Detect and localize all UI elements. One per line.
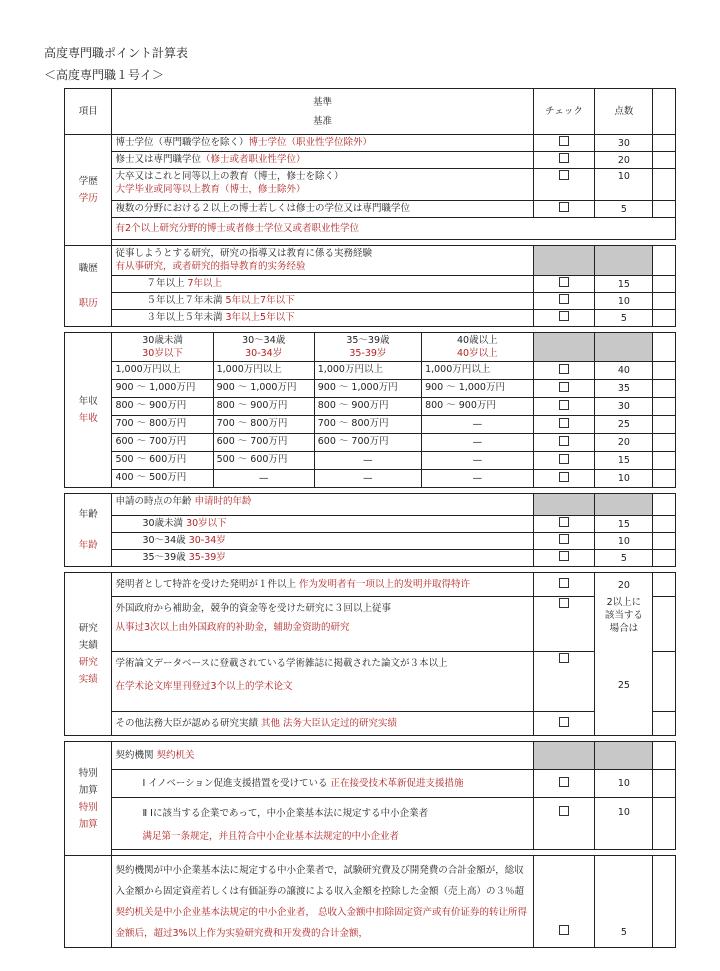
page-subtitle: ＜高度専門職１号イ＞ (44, 68, 165, 82)
table-row: 35～39歳 35-39岁 5 (65, 550, 676, 567)
table-row: その他法務大臣が認める研究実績 其他 法务大臣认定过的研究实绩 (65, 712, 676, 736)
header-criteria (112, 89, 533, 135)
table-row: 30～34歳 30-34岁 10 (65, 533, 676, 550)
checkbox[interactable] (559, 136, 569, 146)
checkbox[interactable] (559, 170, 569, 180)
special-label: 特別 加算 特别 加算 (65, 742, 112, 856)
table-row: 外国政府から補助金，競争的資金等を受けた研究に３回以上従事 从事过3次以上由外国政府的补助金，辅助金资助的研究 (65, 597, 676, 652)
income-label: 年収 年收 (65, 333, 112, 488)
checkbox[interactable] (559, 777, 569, 787)
table-row: Ⅱ Ⅰに該当する企業であって，中小企業基本法に規定する中小企業者 满足第一条规定，并且符合中小企业基本法规定的中小企业者 10 (65, 798, 676, 850)
table-row: 30歳未満 30岁以下 15 (65, 516, 676, 533)
header-row (65, 89, 676, 135)
table-row: 年齢 年龄 申請の時点の年齢 申请时的年龄 (65, 494, 676, 516)
table-row: ５年以上７年未満 5年以上7年以下 10 (65, 293, 676, 310)
checkbox[interactable] (559, 364, 569, 374)
age-label: 年齢 年龄 (65, 494, 112, 567)
checkbox[interactable] (559, 534, 569, 544)
checkbox[interactable] (559, 454, 569, 464)
table-row: 修士又は専門職学位（修士或者职业性学位） 20 (65, 152, 676, 169)
header-check: チェック (533, 89, 595, 135)
checkbox[interactable] (559, 517, 569, 527)
table-row: 500 ～ 600万円 500 ～ 600万円 — — 15 (65, 452, 676, 470)
checkbox[interactable] (559, 294, 569, 304)
table-row: 学術論文データベースに登載されている学術雑誌に掲載された論文が３本以上 在学术论文库里刊登过3个以上的学术论文 (65, 652, 676, 712)
education-label: 学歴 学历 (65, 135, 112, 246)
table-row: 800 ～ 900万円 800 ～ 900万円 800 ～ 900万円 800 ～ 900万円 30 (65, 398, 676, 416)
checkbox[interactable] (559, 578, 569, 588)
checkbox[interactable] (559, 653, 569, 663)
table-row: 600 ～ 700万円 600 ～ 700万円 600 ～ 700万円 — 20 (65, 434, 676, 452)
header-points: 点数 (595, 89, 653, 135)
header-criteria-cn: 基准 (313, 115, 333, 127)
table-row: 大卒又はこれと同等以上の教育（博士，修士を除く）大学毕业或同等以上教育（博士，修士除外） 10 (65, 169, 676, 201)
table-row: Ⅰ イノベーション促進支援措置を受けている 正在接受技术革新促进支援措施 10 (65, 770, 676, 798)
table-row: 900 ～ 1,000万円 900 ～ 1,000万円 900 ～ 1,000万円 900 ～ 1,000万円 35 (65, 380, 676, 398)
checkbox[interactable] (559, 598, 569, 608)
checkbox[interactable] (559, 202, 569, 212)
table-row: 複数の分野における２以上の博士若しくは修士の学位又は専門職学位 5 (65, 201, 676, 218)
header-item: 項目 (65, 89, 112, 135)
research-points: 20 2以上に 該当する 場合は 25 (595, 573, 653, 736)
table-row: 有2个以上研究分野的博士或者修士学位又或者职业性学位 (65, 218, 676, 240)
page-title: 高度専門職ポイント計算表 (44, 46, 189, 60)
career-label: 職歴 职历 (65, 246, 112, 327)
table-row: ７年以上 7年以上 15 (65, 276, 676, 293)
header-criteria-jp: 基準 (313, 96, 333, 108)
checkbox[interactable] (559, 472, 569, 482)
checkbox[interactable] (559, 418, 569, 428)
table-row: 研究 実績 研究 实绩 発明者として特許を受けた発明が１件以上 作为发明者有一项以上的发明并取得特许 20 2以上に 該当する 場合は 25 (65, 573, 676, 597)
table-row: 700 ～ 800万円 700 ～ 800万円 700 ～ 800万円 — 25 (65, 416, 676, 434)
checkbox[interactable] (559, 153, 569, 163)
table-row: ３年以上５年未満 3年以上5年以下 5 (65, 310, 676, 327)
checkbox[interactable] (559, 717, 569, 727)
table-row: 年収 年收 30歳未満 30岁以下 30～34歳 30-34岁 35～39歳 35-39岁 40歳以上 40岁以上 (65, 333, 676, 362)
table-row: 学歴 学历 博士学位（専門職学位を除く）博士学位（职业性学位除外） 30 (65, 135, 676, 152)
checkbox[interactable] (559, 400, 569, 410)
table-row: 職歴 职历 従事しようとする研究，研究の指導又は教育に係る実務経験 有从事研究，或者研究的指导教育的实务经验 (65, 246, 676, 276)
checkbox[interactable] (559, 277, 569, 287)
table-row: 特別 加算 特别 加算 契約機関 契约机关 (65, 742, 676, 770)
checkbox[interactable] (559, 436, 569, 446)
points-table (64, 88, 676, 948)
checkbox[interactable] (559, 806, 569, 816)
table-row: 400 ～ 500万円 — — — 10 (65, 470, 676, 488)
checkbox[interactable] (559, 925, 569, 935)
table-row: 1,000万円以上 1,000万円以上 1,000万円以上 1,000万円以上 40 (65, 362, 676, 380)
checkbox[interactable] (559, 551, 569, 561)
checkbox[interactable] (559, 311, 569, 321)
research-label: 研究 実績 研究 实绩 (65, 573, 112, 736)
checkbox[interactable] (559, 382, 569, 392)
table-row: 契約機関が中小企業基本法に規定する中小企業者で，試験研究費及び開発費の合計金額が，総収入金額から固定資産若しくは有価証券の譲渡による収入金額を控除した金額（売上高）の３％超 契约机关是中小企业基本法规定的中小企业者， 总收入金额中扣除固定资产或有价证券的转让所得金额后，超过3%以上作为实验研究费和开发费的合计金额， 5 (65, 856, 676, 948)
